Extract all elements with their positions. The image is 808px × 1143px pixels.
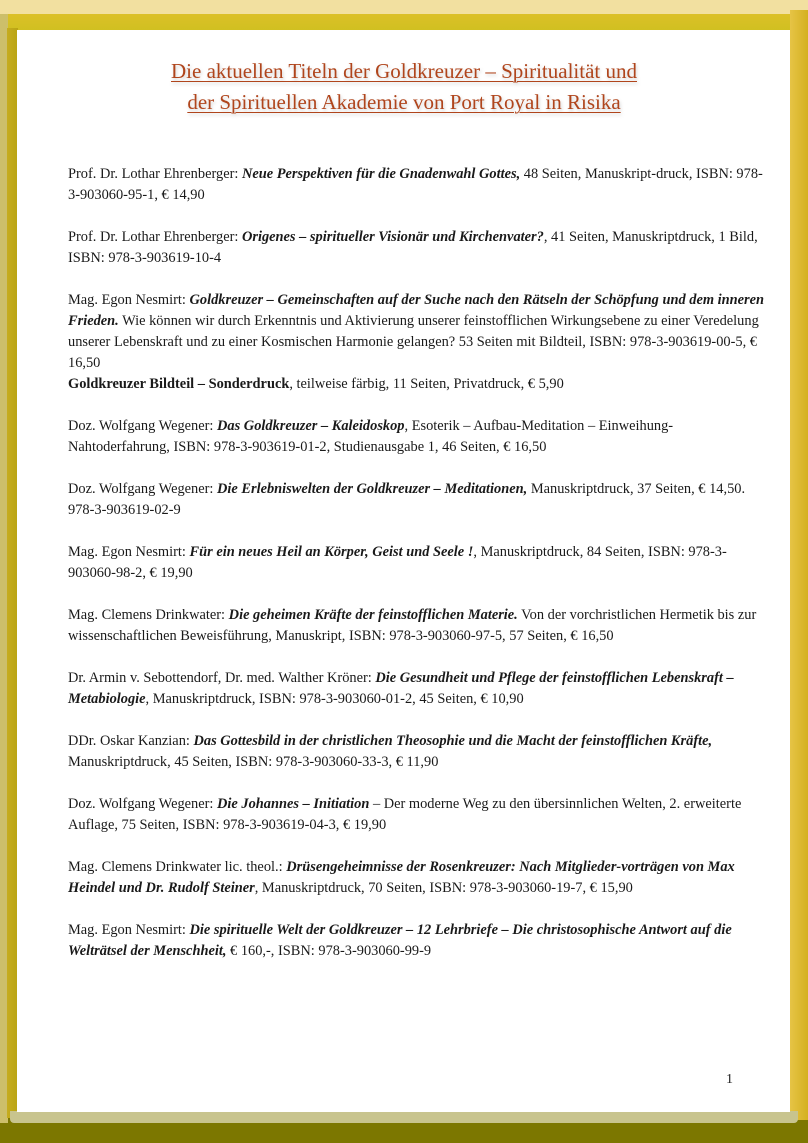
entry-author: Prof. Dr. Lothar Ehrenberger: [68,229,242,245]
entry-title: Neue Perspektiven für die Gnadenwahl Gottes, [241,166,521,182]
entry-details: , Manuskriptdruck, 84 Seiten, ISBN: 978-3-903060-98-2, € 19,90 [68,544,727,581]
page-title [0,56,808,118]
entry-details: Manuskriptdruck, 45 Seiten, ISBN: 978-3-903060-33-3, € 11,90 [68,754,439,770]
entry-author: Mag. Egon Nesmirt: [68,544,190,560]
book-entry [68,731,768,773]
book-list [68,164,768,983]
entry-title: Drüsengeheimnisse der Rosenkreuzer: Nach Mitglieder-vorträgen von Max Heindel und Dr. Rudolf Steiner [68,859,735,896]
entry-details: Wie können wir durch Erkenntnis und Aktivierung unserer feinstofflichen Wirkungsebene zu einer Veredelung unserer Lebenskraft und zu einer Kosmischen Harmonie gelangen? 53 Seiten mit Bildteil, ISBN: 978-3-903619-00-5, € 16,50 [68,313,759,371]
entry-author: Doz. Wolfgang Wegener: [68,481,218,497]
page-number: 1 [726,1072,733,1087]
entry-details: € 160,-, ISBN: 978-3-903060-99-9 [226,943,432,959]
title-line-1: Die aktuellen Titeln der Goldkreuzer – Spiritualität und [171,59,637,83]
entry-supplement-title: Goldkreuzer Bildteil – Sonderdruck [68,376,290,392]
frame-bottom-edge [0,1123,808,1143]
book-entry [68,857,768,899]
entry-details: , Esoterik – Aufbau-Meditation – Einweihung- Nahtoderfahrung, ISBN: 978-3-903619-01-2, Studienausgabe 1, 46 Seiten, € 16,50 [68,418,674,455]
entry-title: Die geheimen Kräfte der feinstofflichen Materie. [228,607,518,623]
entry-details: , Manuskriptdruck, 70 Seiten, ISBN: 978-3-903060-19-7, € 15,90 [254,880,633,896]
entry-author: Prof. Dr. Lothar Ehrenberger: [68,166,242,182]
book-entry [68,668,768,710]
entry-author: Dr. Armin v. Sebottendorf, Dr. med. Walther Kröner: [68,670,376,686]
entry-title: Origenes – spiritueller Visionär und Kirchenvater? [241,229,544,245]
entry-title: Für ein neues Heil an Körper, Geist und Seele ! [189,544,474,560]
entry-details: Manuskriptdruck, 37 Seiten, € 14,50. 978-3-903619-02-9 [68,481,746,518]
book-entry [68,227,768,269]
entry-author: Mag. Egon Nesmirt: [68,292,190,308]
entry-author: Mag. Clemens Drinkwater lic. theol.: [68,859,287,875]
entry-title: Das Goldkreuzer – Kaleidoskop [217,418,405,434]
frame-bottom-bevel [10,1111,798,1123]
document-page [17,30,790,1112]
entry-author: DDr. Oskar Kanzian: [68,733,194,749]
entry-author: Doz. Wolfgang Wegener: [68,418,218,434]
entry-details: , 41 Seiten, Manuskriptdruck, 1 Bild, ISBN: 978-3-903619-10-4 [68,229,758,266]
book-entry [68,416,768,458]
entry-supplement-details: , teilweise färbig, 11 Seiten, Privatdruck, € 5,90 [289,376,564,392]
entry-details: Von der vorchristlichen Hermetik bis zur wissenschaftlichen Beweisführung, Manuskript, ISBN: 978-3-903060-97-5, 57 Seiten, € 16,50 [68,607,757,644]
book-entry [68,290,768,395]
entry-title: Das Gottesbild in der christlichen Theosophie und die Macht der feinstofflichen Kräfte, [193,733,713,749]
book-entry [68,920,768,962]
entry-details: , Manuskriptdruck, ISBN: 978-3-903060-01-2, 45 Seiten, € 10,90 [145,691,524,707]
book-entry [68,164,768,206]
entry-title: Die Johannes – Initiation [217,796,370,812]
entry-author: Mag. Clemens Drinkwater: [68,607,229,623]
book-entry [68,794,768,836]
entry-details: – Der moderne Weg zu den übersinnlichen Welten, 2. erweiterte Auflage, 75 Seiten, ISBN: 978-3-903619-04-3, € 19,90 [68,796,742,833]
entry-title: Die Erlebniswelten der Goldkreuzer – Meditationen, [217,481,528,497]
book-entry [68,542,768,584]
book-entry [68,479,768,521]
title-line-2: der Spirituellen Akademie von Port Royal in Risika [187,90,621,114]
entry-author: Mag. Egon Nesmirt: [68,922,190,938]
frame-right-edge [790,10,808,1120]
book-entry [68,605,768,647]
entry-title: Die Gesundheit und Pflege der feinstofflichen Lebenskraft – Metabiologie [68,670,734,707]
entry-title: Goldkreuzer – Gemeinschaften auf der Suche nach den Rätseln der Schöpfung und dem inneren Frieden. [68,292,765,329]
entry-title: Die spirituelle Welt der Goldkreuzer – 12 Lehrbriefe – Die christosophische Antwort auf die Welträtsel der Menschheit, [68,922,732,959]
entry-details: 48 Seiten, Manuskript-druck, ISBN: 978-3-903060-95-1, € 14,90 [68,166,763,203]
entry-author: Doz. Wolfgang Wegener: [68,796,218,812]
